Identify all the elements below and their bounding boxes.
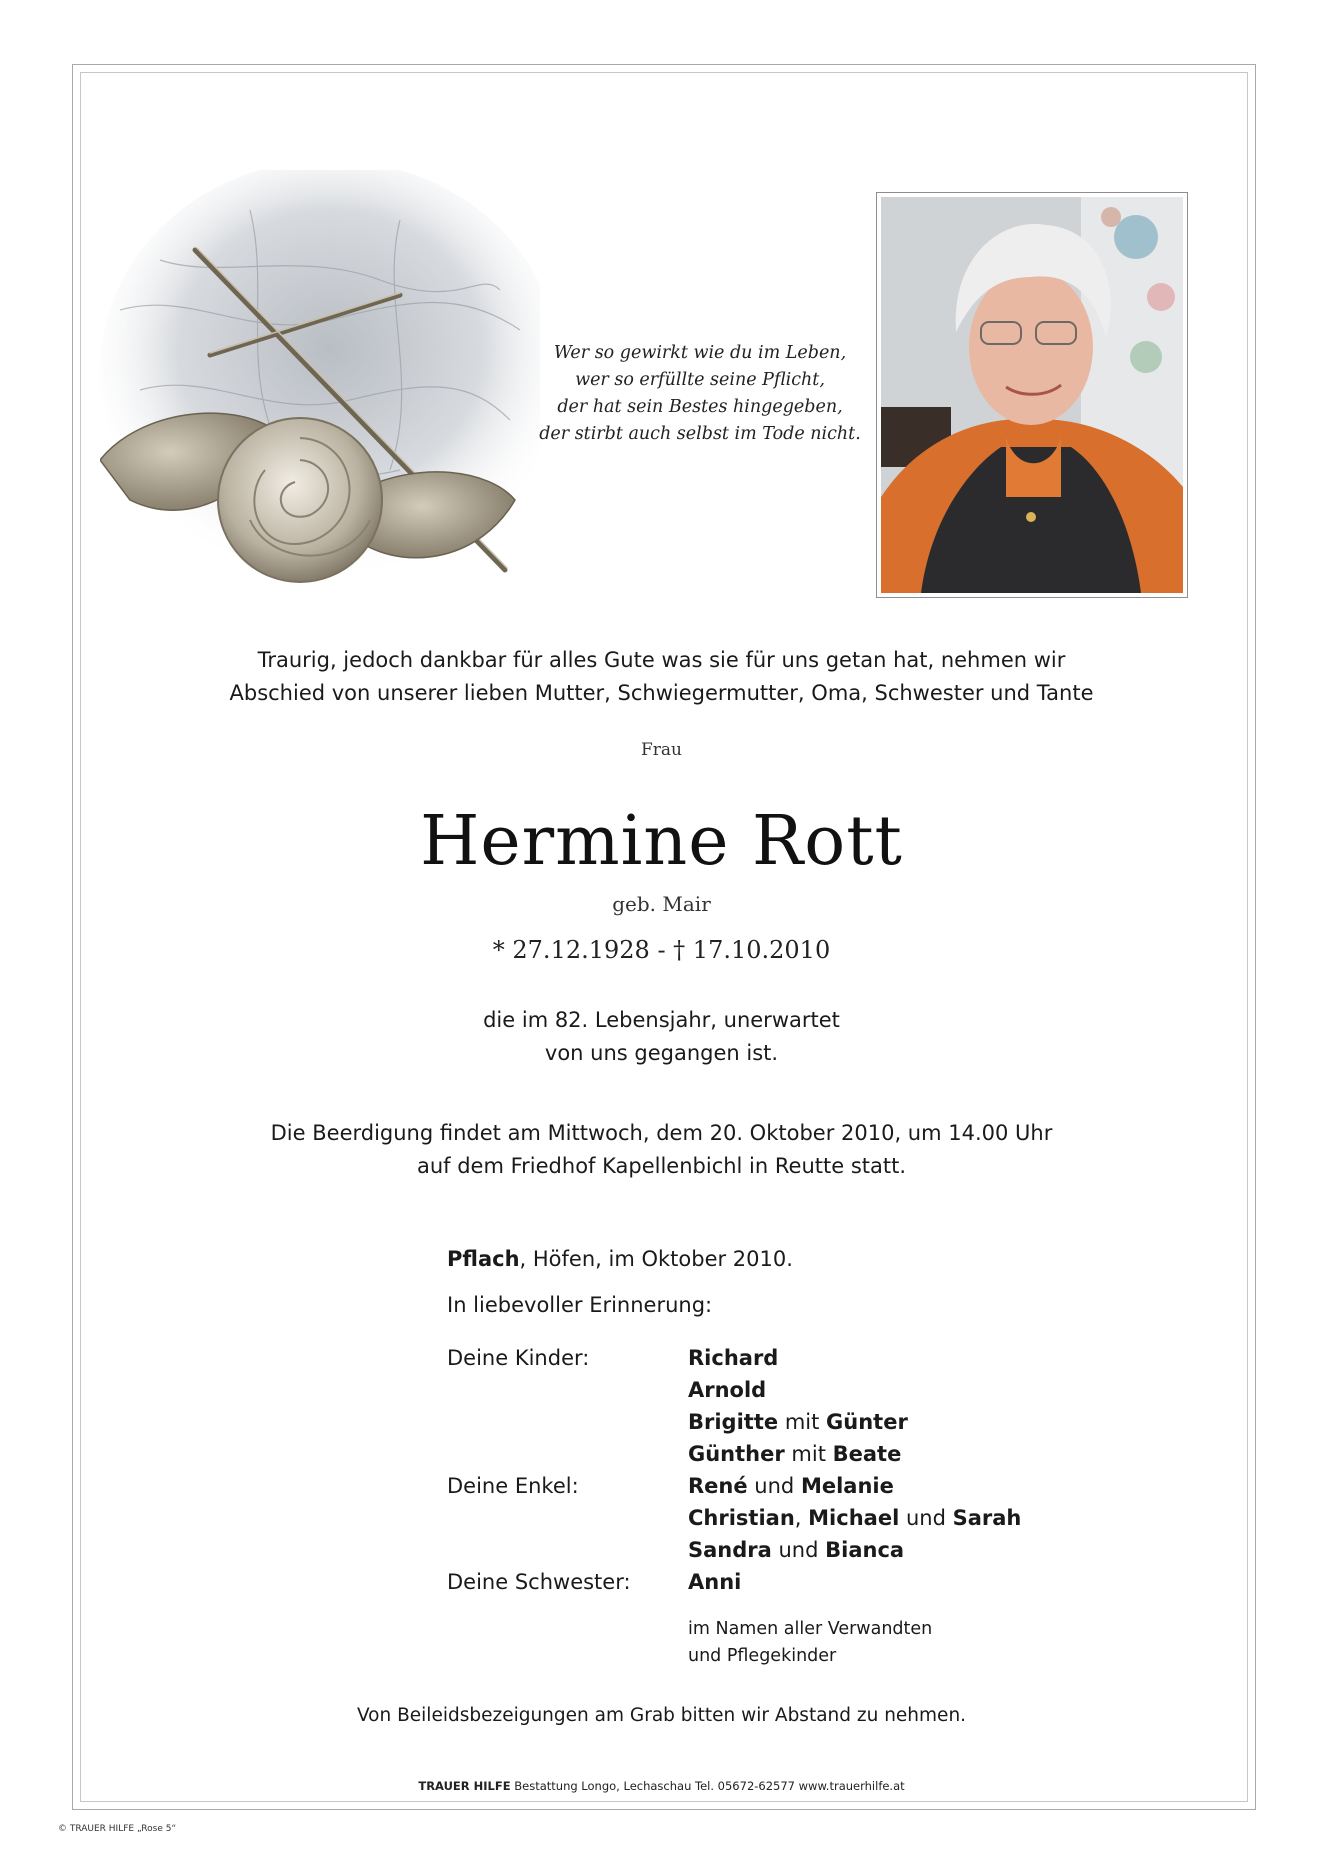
relatives-line: und Pflegekinder (688, 1646, 837, 1666)
conjunction: mit (791, 1442, 826, 1466)
poem-line: der stirbt auch selbst im Tode nicht. (539, 424, 861, 444)
age-text (0, 1004, 1323, 1070)
survivor-row (447, 1438, 1021, 1470)
portrait-frame (876, 192, 1188, 598)
empty-label (447, 1438, 688, 1470)
intro-line: Traurig, jedoch dankbar für alles Gute was sie für uns getan hat, nehmen wir (257, 648, 1066, 672)
place-bold: Pflach (447, 1247, 520, 1271)
deceased-name: Hermine Rott (420, 802, 903, 881)
footer-imprint (0, 1779, 1323, 1793)
poem-line: wer so erfüllte seine Pflicht, (575, 370, 825, 390)
survivor-name: Michael (808, 1506, 900, 1530)
memory-heading: In liebevoller Erinnerung: (447, 1293, 713, 1317)
portrait-photo (881, 197, 1183, 593)
survivor-name: Bianca (825, 1538, 905, 1562)
survivor-row (447, 1534, 1021, 1566)
sister-label: Deine Schwester: (447, 1570, 631, 1594)
survivor-names (688, 1502, 1021, 1534)
survivor-row (447, 1566, 1021, 1598)
survivor-name: Arnold (688, 1378, 767, 1402)
survivor-names (688, 1438, 901, 1470)
children-label: Deine Kinder: (447, 1346, 590, 1370)
intro-text (0, 644, 1323, 710)
empty-label (447, 1374, 688, 1406)
age-line: von uns gegangen ist. (544, 1041, 779, 1065)
poem-line: der hat sein Bestes hingegeben, (557, 397, 843, 417)
survivor-names (688, 1406, 908, 1438)
survivor-name: Melanie (800, 1474, 894, 1498)
survivor-name: Günther (688, 1442, 785, 1466)
conjunction: mit (784, 1410, 820, 1434)
survivor-names (688, 1374, 766, 1406)
survivor-name: René (688, 1474, 748, 1498)
place-date (447, 1247, 793, 1271)
survivor-name: Sarah (952, 1506, 1022, 1530)
survivor-row (447, 1406, 1021, 1438)
memorial-poem (505, 340, 895, 448)
grandchildren-label: Deine Enkel: (447, 1474, 579, 1498)
place-rest: , Höfen, im Oktober 2010. (519, 1247, 793, 1271)
relatives-line: im Namen aller Verwandten (688, 1619, 933, 1639)
conjunction: und (778, 1538, 819, 1562)
funeral-line: Die Beerdigung findet am Mittwoch, dem 20. Oktober 2010, um 14.00 Uhr (270, 1121, 1053, 1145)
survivor-name: Brigitte (688, 1410, 779, 1434)
funeral-line: auf dem Friedhof Kapellenbichl in Reutte statt. (416, 1154, 907, 1178)
survivor-row (447, 1470, 1021, 1502)
footer-brand: TRAUER HILFE (418, 1779, 511, 1793)
salutation: Frau (640, 740, 682, 760)
maiden-name: geb. Mair (612, 892, 711, 916)
poem-line: Wer so gewirkt wie du im Leben, (553, 343, 847, 363)
survivor-name: Richard (688, 1346, 779, 1370)
empty-label (447, 1502, 688, 1534)
survivor-row (447, 1342, 1021, 1374)
conjunction: und (905, 1506, 946, 1530)
empty-label (447, 1534, 688, 1566)
survivor-row (447, 1502, 1021, 1534)
survivor-names (688, 1342, 778, 1374)
intro-line: Abschied von unserer lieben Mutter, Schwiegermutter, Oma, Schwester und Tante (229, 681, 1094, 705)
conjunction: und (754, 1474, 795, 1498)
empty-label (447, 1406, 688, 1438)
survivors-list (447, 1342, 1021, 1598)
age-line: die im 82. Lebensjahr, unerwartet (483, 1008, 840, 1032)
survivor-row (447, 1374, 1021, 1406)
survivor-names (688, 1534, 904, 1566)
survivor-name: Christian (688, 1506, 795, 1530)
survivor-name: Sandra (688, 1538, 772, 1562)
survivor-name: Günter (826, 1410, 908, 1434)
copyright-note: © TRAUER HILFE „Rose 5“ (58, 1824, 177, 1834)
survivor-name: Anni (688, 1570, 742, 1594)
footer-text: Bestattung Longo, Lechaschau Tel. 05672-62577 www.trauerhilfe.at (510, 1779, 905, 1793)
life-dates: * 27.12.1928 - † 17.10.2010 (492, 936, 831, 964)
cross-rose-artwork (100, 170, 540, 630)
funeral-info (0, 1117, 1323, 1183)
comma: , (794, 1506, 802, 1530)
survivor-names (688, 1566, 741, 1598)
survivor-name: Beate (832, 1442, 902, 1466)
relatives-note (688, 1616, 932, 1670)
survivor-names (688, 1470, 894, 1502)
condolence-note: Von Beileidsbezeigungen am Grab bitten wir Abstand zu nehmen. (356, 1705, 967, 1726)
